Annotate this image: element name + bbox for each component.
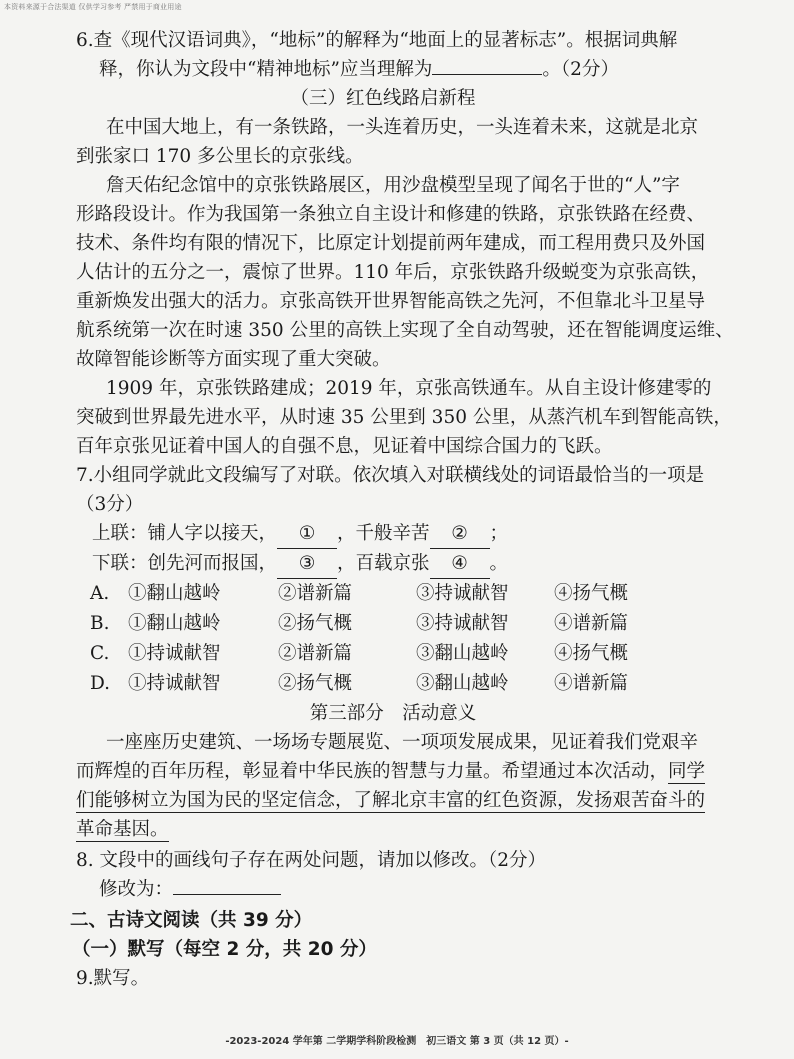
underlined-sentence-part1: 同学 (668, 761, 706, 782)
para4-line2-text: 而辉煌的百年历程，彰显着中华民族的智慧与力量。希望通过本次活动， (76, 761, 669, 782)
couplet-lower-a: 下联：创先河而报国， (92, 553, 278, 574)
option-cell: ②扬气概 (278, 673, 353, 694)
q8-line1: 8. 文段中的画线句子存在两处问题，请加以修改。（2分） (76, 850, 547, 871)
couplet-upper (76, 519, 750, 549)
section3-title: （三）红色线路启新程 (290, 88, 476, 109)
option-cell: ④谱新篇 (554, 613, 629, 634)
para2-line1: 詹天佑纪念馆中的京张铁路展区，用沙盘模型呈现了闻名于世的“人”字 (106, 175, 680, 196)
option-cell: ②扬气概 (278, 613, 353, 634)
couplet-lower-end: 。 (489, 553, 509, 574)
option-cell: ③翻山越岭 (416, 643, 509, 664)
couplet-lower (76, 549, 750, 579)
para3-line2: 突破到世界最先进水平，从时速 35 公里到 350 公里，从蒸汽机车到智能高铁， (76, 407, 732, 428)
option-cell: ④扬气概 (554, 583, 629, 604)
q7-option-b[interactable] (76, 609, 750, 639)
para1-line1: 在中国大地上，有一条铁路，一头连着历史，一头连着未来，这就是北京 (106, 117, 699, 138)
option-letter: D. (90, 673, 111, 694)
q9-title: 9.默写。 (76, 968, 150, 989)
option-cell: ④扬气概 (554, 643, 629, 664)
q8-line2 (76, 875, 750, 904)
option-cell: ①翻山越岭 (128, 583, 221, 604)
q6-line1: 6.查《现代汉语词典》，“地标”的解释为“地面上的显著标志”。根据词典解 (76, 30, 678, 51)
option-cell: ①翻山越岭 (128, 613, 221, 634)
q7-option-d[interactable] (76, 669, 750, 699)
para2-line7: 故障智能诊断等方面实现了重大突破。 (76, 349, 391, 370)
q8-answer-blank[interactable] (173, 876, 281, 895)
option-cell: ①持诚献智 (128, 643, 221, 664)
option-letter: A. (90, 583, 110, 604)
option-cell: ②谱新篇 (278, 643, 353, 664)
para2-line4: 人估计的五分之一，震惊了世界。110 年后，京张铁路升级蜕变为京张高铁， (76, 262, 710, 283)
q7-line2: （3分） (76, 494, 144, 515)
option-letter: C. (90, 643, 110, 664)
para3-line1: 1909 年，京张铁路建成；2019 年，京张高铁通车。从自主设计修建零的 (106, 378, 712, 399)
para3-line3: 百年京张见证着中国人的自强不息，见证着中国综合国力的飞跃。 (76, 436, 613, 457)
para2-line2: 形路段设计。作为我国第一条独立自主设计和修建的铁路，京张铁路在经费、 (76, 204, 706, 225)
couplet-blank-3: ③ (277, 549, 337, 579)
q8-label: 修改为： (99, 879, 174, 900)
option-cell: ③翻山越岭 (416, 673, 509, 694)
q6-line2-text: 释，你认为文段中“精神地标”应当理解为 (99, 59, 433, 80)
couplet-upper-a: 上联：铺人字以接天， (92, 523, 278, 544)
q6-line2 (76, 55, 750, 84)
option-cell: ③持诚献智 (416, 583, 509, 604)
q7-line1: 7.小组同学就此文段编写了对联。依次填入对联横线处的词语最恰当的一项是 (76, 465, 705, 486)
underlined-sentence-part2: 们能够树立为国为民的坚定信念，了解北京丰富的红色资源，发扬艰苦奋斗的 (76, 790, 706, 811)
para2-line5: 重新焕发出强大的活力。京张高铁开世界智能高铁之先河，不但靠北斗卫星导 (76, 291, 706, 312)
section2-subtitle: （一）默写（每空 2 分，共 20 分） (72, 939, 377, 960)
para1-line2: 到张家口 170 多公里长的京张线。 (76, 146, 364, 167)
underlined-sentence-part3: 革命基因。 (76, 819, 169, 840)
q6-score: 。（2分） (542, 59, 619, 80)
para4-line1: 一座座历史建筑、一场场专题展览、一项项发展成果，见证着我们党艰辛 (106, 732, 699, 753)
para4-line3 (76, 786, 750, 815)
q6-answer-blank[interactable] (432, 56, 542, 75)
option-cell: ②谱新篇 (278, 583, 353, 604)
couplet-upper-mid: ，千般辛苦 (337, 523, 430, 544)
watermark-text: 本资料来源于合法渠道 仅供学习参考 严禁用于商业用途 (4, 3, 182, 11)
section2-title: 二、古诗文阅读（共 39 分） (70, 910, 313, 931)
para2-line6: 航系统第一次在时速 350 公里的高铁上实现了全自动驾驶，还在智能调度运维、 (76, 320, 734, 341)
couplet-lower-mid: ，百载京张 (337, 553, 430, 574)
option-letter: B. (90, 613, 110, 634)
para4-line4 (76, 815, 750, 844)
page-footer: -2023-2024 学年第 二学期学科阶段检测 初三语文 第 3 页（共 12 页）- (225, 1036, 569, 1047)
para4-line2 (76, 757, 750, 786)
part3-title: 第三部分 活动意义 (309, 703, 477, 724)
option-cell: ④谱新篇 (554, 673, 629, 694)
couplet-upper-end: ； (489, 523, 509, 544)
q7-option-a[interactable] (76, 579, 750, 609)
option-cell: ③持诚献智 (416, 613, 509, 634)
couplet-blank-4: ④ (430, 549, 490, 579)
option-cell: ①持诚献智 (128, 673, 221, 694)
q7-option-c[interactable] (76, 639, 750, 669)
couplet-blank-2: ② (430, 519, 490, 549)
couplet-blank-1: ① (277, 519, 337, 549)
para2-line3: 技术、条件均有限的情况下，比原定计划提前两年建成，而工程用费只及外国 (76, 233, 706, 254)
